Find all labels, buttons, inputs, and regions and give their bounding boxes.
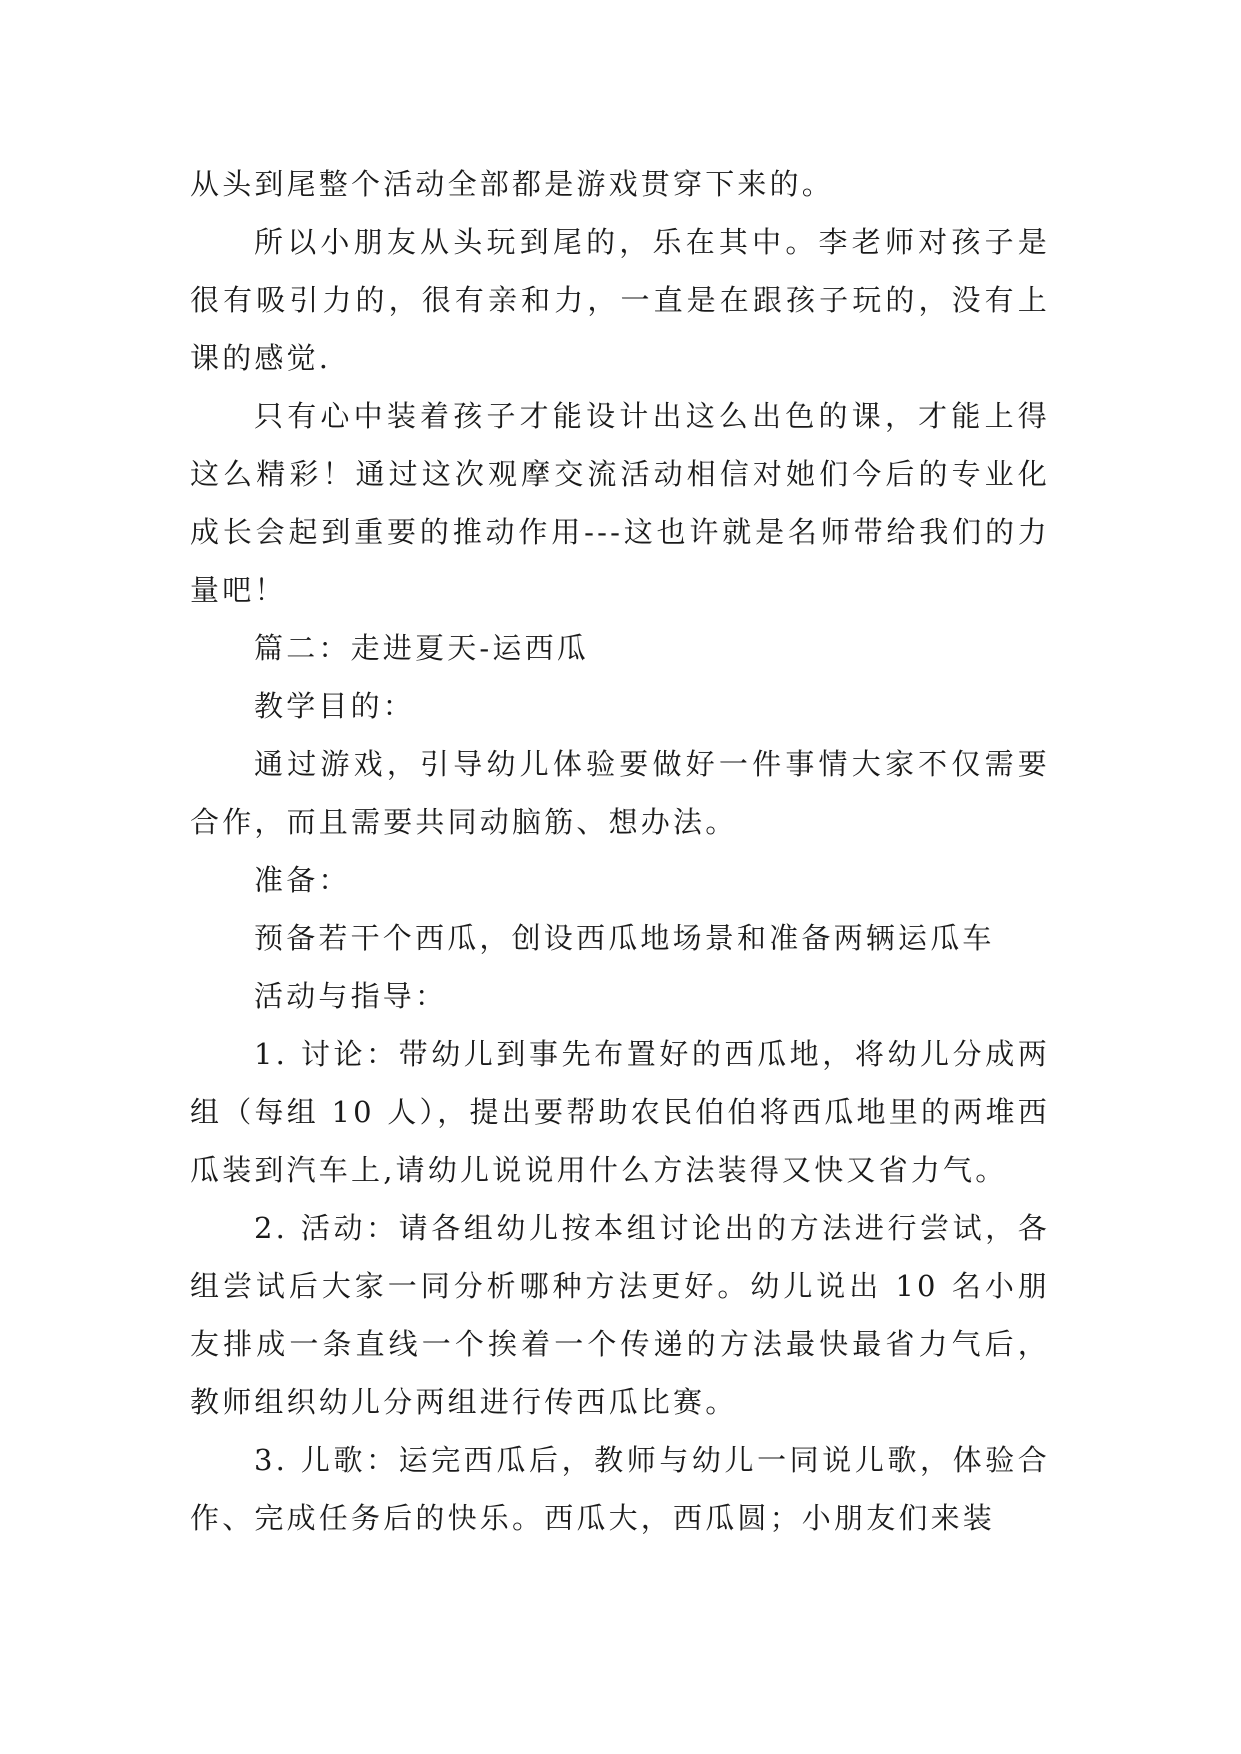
list-item-activity: 2. 活动：请各组幼儿按本组讨论出的方法进行尝试，各组尝试后大家一同分析哪种方法更好。幼儿说出 10 名小朋友排成一条直线一个挨着一个传递的方法最快最省力气后，教师组织幼儿分两组进行传西瓜比赛。 [190, 1211, 1050, 1419]
paragraph-teaching-goal: 通过游戏，引导幼儿体验要做好一件事情大家不仅需要合作，而且需要共同动脑筋、想办法。 [190, 747, 1050, 839]
paragraph-preparation: 预备若干个西瓜，创设西瓜地场景和准备两辆运瓜车 [254, 921, 995, 955]
heading-activity-guidance: 活动与指导： [254, 979, 448, 1013]
document-body [190, 155, 1050, 1547]
paragraph-1: 从头到尾整个活动全部都是游戏贯穿下来的。 [190, 167, 835, 201]
list-item-nursery-rhyme: 3. 儿歌：运完西瓜后，教师与幼儿一同说儿歌，体验合作、完成任务后的快乐。西瓜大，西瓜圆；小朋友们来装 [190, 1443, 1050, 1535]
heading-preparation: 准备： [254, 863, 351, 897]
paragraph-3: 只有心中装着孩子才能设计出这么出色的课，才能上得这么精彩！通过这次观摩交流活动相信对她们今后的专业化成长会起到重要的推动作用---这也许就是名师带给我们的力量吧！ [190, 399, 1050, 607]
heading-teaching-goal: 教学目的： [254, 689, 416, 723]
list-item-discussion: 1. 讨论：带幼儿到事先布置好的西瓜地，将幼儿分成两组（每组 10 人），提出要帮助农民伯伯将西瓜地里的两堆西瓜装到汽车上,请幼儿说说用什么方法装得又快又省力气。 [190, 1037, 1050, 1187]
paragraph-2: 所以小朋友从头玩到尾的，乐在其中。李老师对孩子是很有吸引力的，很有亲和力，一直是在跟孩子玩的，没有上课的感觉. [190, 225, 1050, 375]
section-title: 篇二：走进夏天-运西瓜 [254, 631, 589, 665]
